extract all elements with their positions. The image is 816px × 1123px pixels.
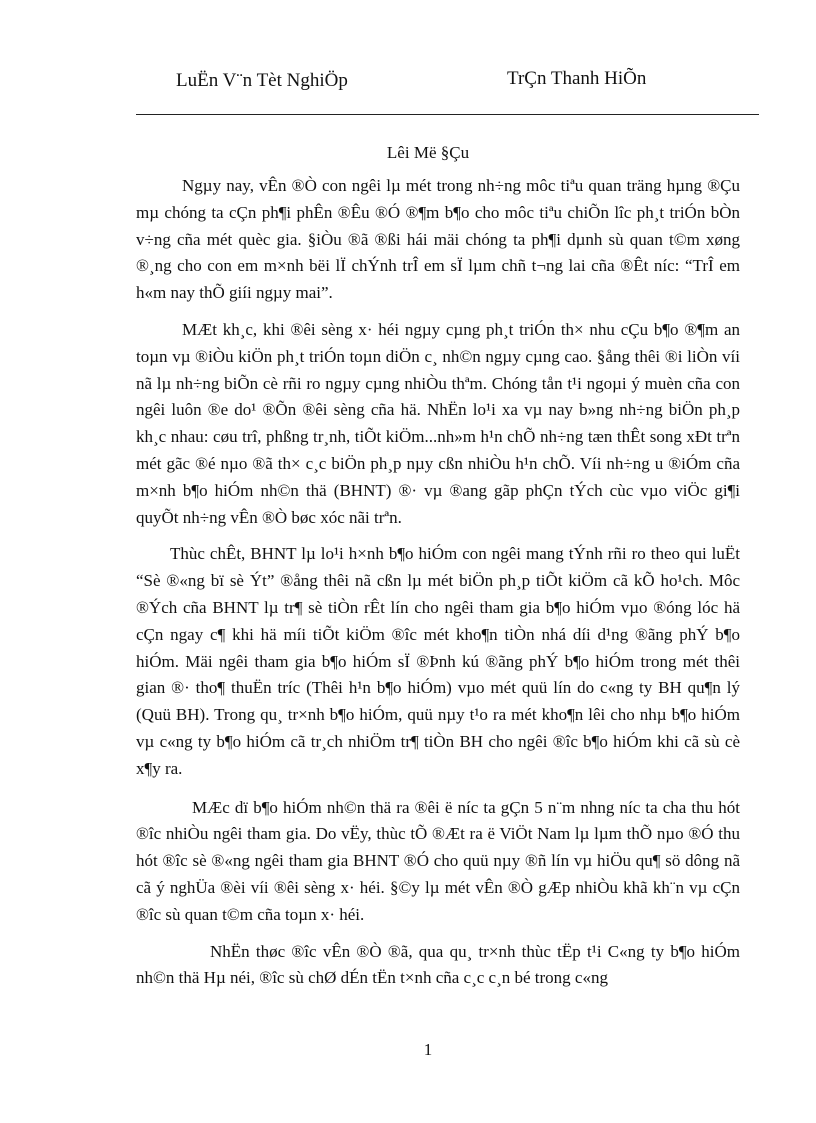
header-divider [136, 114, 759, 115]
page-header [0, 70, 816, 100]
paragraph-1: Ngµy nay, vÊn ®Ò con ngêi lµ mét trong nh÷ng môc tiªu quan träng hµng ®Çu mµ chóng ta cÇn ph¶i phÊn ®Êu ®Ó ®¶m b¶o cho môc tiªu chiÕn lîc ph¸t triÓn bÒn v÷ng cña mét quèc gia. §iÒu ®ã ®ßi hái mäi chóng ta ph¶i dµnh sù quan t©m xøng ®¸ng cho con em m×nh bëi lÏ chÝnh trÎ em sÏ lµm chñ t¬ng lai cña ®Êt níc: “TrÎ em h«m nay thÕ giíi ngµy mai”. [136, 176, 740, 303]
document-body [136, 173, 740, 1002]
paragraph-3: Thùc chÊt, BHNT lµ lo¹i h×nh b¶o hiÓm con ngêi mang tÝnh rñi ro theo qui luËt “Sè ®«ng bï sè Ýt” ®ång thêi nã cßn lµ mét biÖn ph¸p tiÕt kiÖm cã kÕ ho¹ch. Môc ®Ých cña BHNT lµ tr¶ sè tiÒn rÊt lín cho ngêi tham gia b¶o hiÓm vµo ®óng lóc hä cÇn ngay c¶ khi hä míi tiÕt kiÖm ®îc mét kho¶n tiÒn nhá díi d¹ng ®ãng phÝ b¶o hiÓm. Mäi ngêi tham gia b¶o hiÓm sÏ ®Þnh kú ®ãng phÝ b¶o hiÓm trong mét thêi gian ®· tho¶ thuËn tríc (Thêi h¹n b¶o hiÓm) vµo mét quü lín do c«ng ty BH qu¶n lý (Quü BH). Trong qu¸ tr×nh b¶o hiÓm, quü nµy t¹o ra mét kho¶n lêi cho nhµ b¶o hiÓm vµ c«ng ty b¶o hiÓm cã tr¸ch nhiÖm tr¶ tiÒn BH cho ngêi ®îc b¶o hiÓm khi cã sù cè x¶y ra. [136, 544, 740, 778]
header-thesis-title: LuËn V¨n Tèt NghiÖp [176, 70, 348, 91]
page-title: Lêi Më §Çu [386, 143, 470, 162]
paragraph-4: MÆc dï b¶o hiÓm nh©n thä ra ®êi ë níc ta gÇn 5 n¨m nhng níc ta cha thu hót ®îc nhiÒu ngêi tham gia. Do vËy, thùc tÕ ®Æt ra ë ViÖt Nam lµ lµm thÕ nµo ®Ó thu hót ®îc sè ®«ng ngêi tham gia BHNT ®Ó cho quü nµy ®ñ lín vµ hiÖu qu¶ sö dông nã cã ý nghÜa ®èi víi ®êi sèng x· héi. §©y lµ mét vÊn ®Ò gÆp nhiÒu khã kh¨n vµ cÇn ®îc sù quan t©m cña toµn x· héi. [136, 797, 740, 924]
paragraph-5: NhËn thøc ®îc vÊn ®Ò ®ã, qua qu¸ tr×nh thùc tËp t¹i C«ng ty b¶o hiÓm nh©n thä Hµ néi, ®îc sù chØ dÉn tËn t×nh cña c¸c c¸n bé trong c«ng [136, 941, 740, 988]
paragraph-2: MÆt kh¸c, khi ®êi sèng x· héi ngµy cµng ph¸t triÓn th× nhu cÇu b¶o ®¶m an toµn vµ ®iÒu kiÖn ph¸t triÓn toµn diÖn c¸ nh©n ngµy cµng cao. §ång thêi ®i liÒn víi nã lµ nh÷ng biÕn cè rñi ro ngµy cµng nhiÒu thªm. Chóng tån t¹i ngoµi ý muèn cña con ngêi luôn ®e do¹ ®Õn ®êi sèng cña hä. NhËn lo¹i xa vµ nay b»ng nh÷ng biÖn ph¸p kh¸c nhau: cøu trî, phßng tr¸nh, tiÕt kiÖm...nh»m h¹n chÕ nh÷ng tæn thÊt song xÐt trªn mét gãc ®é nµo ®ã th× c¸c biÖn ph¸p nµy cßn nhiÒu h¹n chÕ. Víi nh÷ng u ®iÓm cña m×nh b¶o hiÓm nh©n thä (BHNT) ®· vµ ®ang gãp phÇn tÝch cùc vµo viÖc gi¶i quyÕt nh÷ng vÊn ®Ò bøc xóc nãi trªn. [136, 319, 740, 527]
page-number: 1 [423, 1040, 433, 1059]
header-author-name: TrÇn Thanh HiÕn [507, 68, 647, 89]
